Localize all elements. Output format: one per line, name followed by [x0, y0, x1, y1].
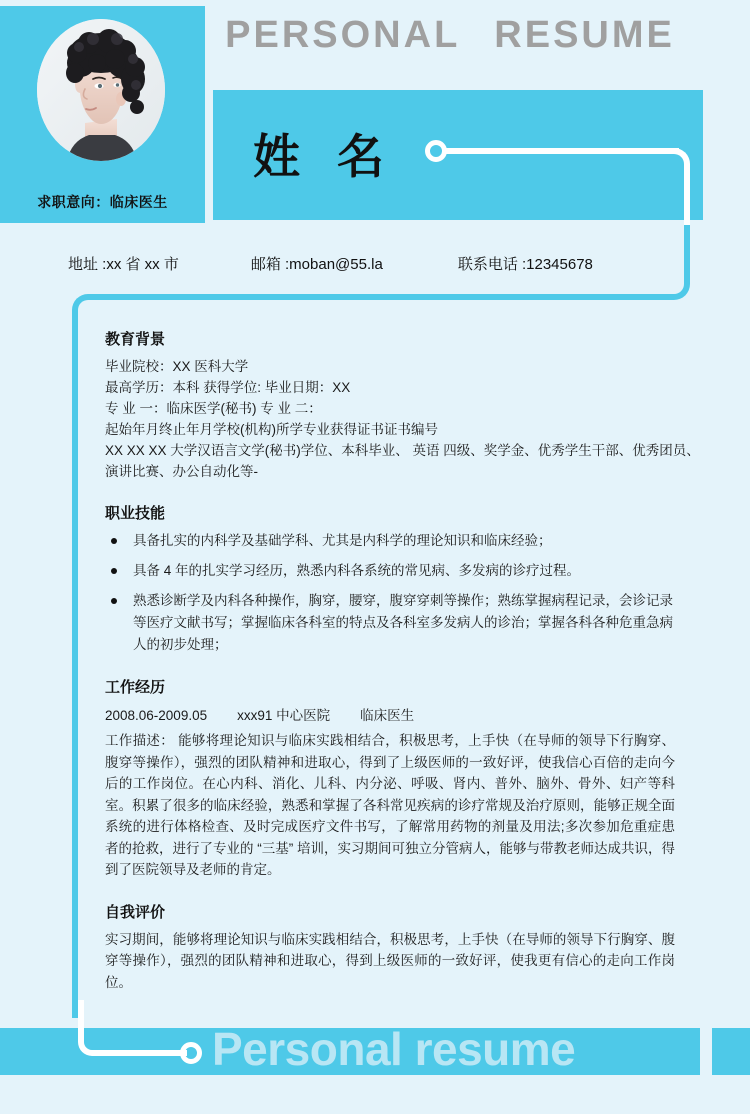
page-title-left: PERSONAL: [225, 14, 461, 56]
section-work-experience: [105, 676, 675, 881]
list-item: 具备 4 年的扎实学习经历，熟悉内科各系统的常见病、多发病的诊疗过程。: [105, 560, 675, 582]
work-period: 2008.06-2009.05: [105, 708, 208, 723]
footer-bar-accent: [712, 1028, 750, 1075]
line-decoration-vertical: [684, 185, 690, 225]
work-company: xxx91 中心医院: [237, 708, 331, 723]
name-banner: [213, 90, 703, 220]
footer-circle-decoration-icon: [180, 1042, 202, 1064]
education-line: 专 业 一：临床医学(秘书) 专 业 二：: [105, 401, 322, 416]
footer-line-horizontal: [105, 1050, 187, 1056]
portrait-image: [37, 19, 165, 161]
education-line: 毕业院校：XX 医科大学: [105, 359, 249, 374]
education-line: 演讲比赛、办公自动化等-: [105, 464, 258, 479]
contact-address: 地址 :xx 省 xx 市: [68, 256, 179, 273]
page-title-right: RESUME: [494, 14, 675, 56]
self-description: 实习期间，能够将理论知识与临床实践相结合，积极思考，上手快（在导师的领导下行胸穿、腹穿等操作），强烈的团队精神和进取心，得到上级医师的一致好评，使我更有信心的走向工作岗位。: [105, 931, 675, 990]
work-description: 工作描述： 能够将理论知识与临床实践相结合，积极思考，上手快（在导师的领导下行胸穿、腹穿等操作），强烈的团队精神和进取心，得到了上级医师的一致好评，使我信心百倍的走向今后的工作岗位。在心内科、消化、儿科、内分泌、呼吸、肾内、普外、脑外、骨外、妇产等科室。积累了很多的临床经验，熟悉和掌握了各科常见疾病的诊疗常规及治疗原则，能够正规全面系统的进行体格检查、及时完成医疗文件书写，了解常用药物的剂量及用法;多次参加危重症患者的抢救，进行了专业的 “三基” 培训，实习期间可独立分管病人，能够与带教老师达成共识，得到了医院领导及老师的肯定。: [105, 733, 675, 877]
job-objective: 求职意向：临床医生: [37, 194, 168, 210]
candidate-name: 姓 名: [253, 130, 397, 183]
resume-body: [105, 328, 700, 1013]
photo-panel: [0, 6, 205, 223]
section-title-self: 自我评价: [105, 903, 166, 921]
contact-phone: 联系电话 :12345678: [457, 256, 593, 273]
education-line: XX XX XX 大学汉语言文学(秘书)学位、本科毕业、 英语 四级、奖学金、优秀学生干部、优秀团员、: [105, 443, 700, 458]
section-title-skills: 职业技能: [105, 505, 166, 522]
section-skills: [105, 502, 675, 656]
circle-decoration-icon: [425, 140, 447, 162]
section-title-education: 教育背景: [105, 331, 166, 348]
frame-left-vertical: [72, 318, 78, 1018]
education-line: 起始年月终止年月学校(机构)所学专业获得证书证书编号: [105, 422, 438, 437]
section-education: [105, 328, 700, 482]
work-entry-header: [105, 704, 675, 724]
work-role: 临床医生: [360, 708, 415, 723]
footer-padding: [0, 1075, 750, 1114]
education-line: 最高学历：本科 获得学位: 毕业日期：XX: [105, 380, 351, 395]
section-title-work: 工作经历: [105, 679, 166, 696]
footer-watermark: Personal resume: [212, 1023, 576, 1075]
contact-email[interactable]: 邮箱 :moban@55.la: [250, 256, 383, 273]
section-self-evaluation: [105, 901, 675, 994]
footer-corner-decoration: [78, 1028, 108, 1056]
frame-corner-right: [655, 270, 690, 300]
skills-list: [105, 530, 675, 656]
list-item: 具备扎实的内科学及基础学科、尤其是内科学的理论知识和临床经验；: [105, 530, 675, 552]
frame-top-horizontal: [105, 294, 660, 300]
avatar: [37, 19, 165, 161]
contact-bar: [0, 253, 750, 274]
line-decoration: [444, 148, 679, 154]
list-item: 熟悉诊断学及内科各种操作，胸穿，腰穿，腹穿穿刺等操作；熟练掌握病程记录，会诊记录等医疗文献书写；掌握临床各科室的特点及各科室多发病人的诊治；掌握各科各种危重急病人的初步处理；: [105, 590, 675, 656]
